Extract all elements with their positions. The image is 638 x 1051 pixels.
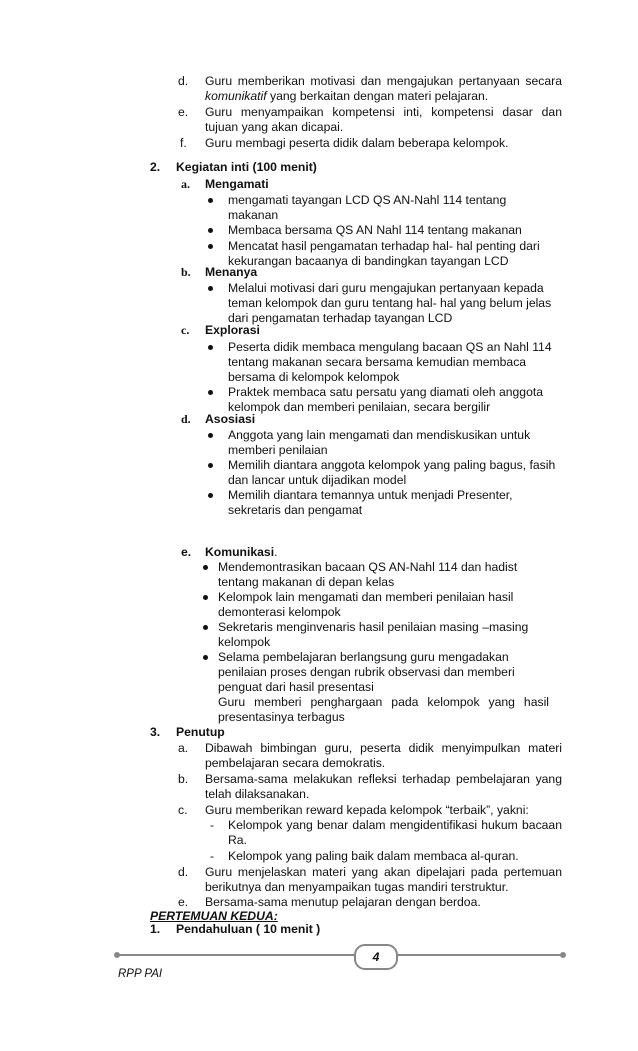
item-text: Guru memberikan reward kepada kelompok “terbaik”, yakni: xyxy=(205,803,529,817)
bullet-text: kekurangan bacaanya di bandingkan tayangan LCD xyxy=(228,254,509,268)
bullet-text: Selama pembelajaran berlangsung guru mengadakan xyxy=(218,650,509,664)
subsection-marker: a. xyxy=(181,177,190,191)
bullet-text: Mencatat hasil pengamatan terhadap hal- hal penting dari xyxy=(228,239,540,253)
section-title: Pendahuluan ( 10 menit ) xyxy=(176,922,321,936)
item-marker: d. xyxy=(178,74,189,88)
bullet-icon xyxy=(208,463,213,468)
item-text: Dibawah bimbingan guru, peserta didik menyimpulkan materi xyxy=(205,741,562,755)
item-text: Guru memberikan motivasi dan mengajukan pertanyaan secara xyxy=(205,74,562,88)
bullet-text: Kelompok lain mengamati dan memberi penilaian hasil xyxy=(218,590,514,604)
bullet-icon xyxy=(208,390,213,395)
item-marker: a. xyxy=(178,741,189,755)
bullet-text: dari pengamatan terhadap tayangan LCD xyxy=(228,311,453,325)
bullet-text: bersama di kelompok kelompok xyxy=(228,370,400,384)
item-marker: c. xyxy=(178,803,188,817)
subsection-title: Explorasi xyxy=(205,323,260,337)
bullet-text: Membaca bersama QS AN Nahl 114 tentang makanan xyxy=(228,223,522,237)
bullet-text: Guru memberi penghargaan pada kelompok yang hasil xyxy=(218,695,549,709)
bullet-text: makanan xyxy=(228,208,279,222)
bullet-icon xyxy=(203,625,208,630)
item-marker: e. xyxy=(178,105,189,119)
bullet-icon xyxy=(208,286,213,291)
sub-item-marker: - xyxy=(210,818,215,832)
subsection-marker: e. xyxy=(181,545,192,559)
subsection-marker: d. xyxy=(181,412,191,426)
item-text xyxy=(205,89,488,104)
subsection-title xyxy=(205,545,277,560)
bullet-icon xyxy=(208,493,213,498)
item-marker: f. xyxy=(180,136,187,150)
sub-item-text: Kelompok yang paling baik dalam membaca al-quran. xyxy=(228,849,519,863)
section-number: 2. xyxy=(150,160,161,174)
sub-item-text: Kelompok yang benar dalam mengidentifikasi hukum bacaan xyxy=(228,818,562,832)
footer-label: RPP PAI xyxy=(118,968,163,980)
bullet-text: Memilih diantara temannya untuk menjadi Presenter, xyxy=(228,488,513,502)
bullet-icon xyxy=(203,565,208,570)
subsection-marker: c. xyxy=(181,323,190,337)
bullet-icon xyxy=(203,595,208,600)
item-text-rest: yang berkaitan dengan materi pelajaran. xyxy=(266,89,489,103)
subsection-title: Menanya xyxy=(205,265,258,279)
sub-item-marker: - xyxy=(210,849,215,863)
bullet-text: tentang makanan di depan kelas xyxy=(218,575,395,589)
bullet-text: kelompok dan memberi penilaian, secara bergilir xyxy=(228,400,491,414)
bullet-text: sekretaris dan pengamat xyxy=(228,503,363,517)
item-text: pembelajaran secara demokratis. xyxy=(205,756,386,770)
bullet-icon xyxy=(208,198,213,203)
pertemuan-heading: PERTEMUAN KEDUA: xyxy=(150,909,278,923)
bullet-text: Memilih diantara anggota kelompok yang paling bagus, fasih xyxy=(228,458,556,472)
bullet-text: Peserta didik membaca mengulang bacaan QS an Nahl 114 xyxy=(228,340,552,354)
item-text: Guru menyampaikan kompetensi inti, kompetensi dasar dan xyxy=(205,105,562,119)
bullet-text: kelompok xyxy=(218,635,271,649)
item-text: Guru membagi peserta didik dalam beberapa kelompok. xyxy=(205,136,509,150)
subsection-marker: b. xyxy=(181,265,191,279)
italic-term: komunikatif xyxy=(205,89,267,103)
bullet-icon xyxy=(203,655,208,660)
item-text: berikutnya dan menyampaikan tugas mandiri terstruktur. xyxy=(205,880,509,894)
bullet-text: tentang makanan secara bersama kemudian membaca xyxy=(228,355,527,369)
bullet-text: memberi penilaian xyxy=(228,443,328,457)
subsection-title-text: Komunikasi xyxy=(205,545,275,559)
bullet-text: Melalui motivasi dari guru mengajukan pertanyaan kepada xyxy=(228,281,544,295)
item-marker: d. xyxy=(178,865,189,879)
bullet-text: Anggota yang lain mengamati dan mendiskusikan untuk xyxy=(228,428,531,442)
bullet-text: mengamati tayangan LCD QS AN-Nahl 114 tentang xyxy=(228,193,507,207)
subsection-title: Asosiasi xyxy=(205,412,256,426)
page-number: 4 xyxy=(354,944,398,970)
section-number: 3. xyxy=(150,725,161,739)
bullet-icon xyxy=(208,433,213,438)
bullet-text: Mendemontrasikan bacaan QS AN-Nahl 114 dan hadist xyxy=(218,560,518,574)
section-number: 1. xyxy=(150,922,161,936)
title-suffix: . xyxy=(274,545,278,559)
footer-rule xyxy=(119,954,562,956)
item-text: tujuan yang akan dicapai. xyxy=(205,120,344,134)
item-marker: e. xyxy=(178,895,189,909)
bullet-icon xyxy=(208,345,213,350)
sub-item-text: Ra. xyxy=(228,833,247,847)
bullet-text: demonterasi kelompok xyxy=(218,605,341,619)
bullet-text: dan lancar untuk dijadikan model xyxy=(228,473,407,487)
subsection-title: Mengamati xyxy=(205,177,269,191)
item-text: Guru menjelaskan materi yang akan dipelajari pada pertemuan xyxy=(205,865,562,879)
section-title: Penutup xyxy=(176,725,225,739)
item-marker: b. xyxy=(178,772,189,786)
item-text: Bersama-sama menutup pelajaran dengan berdoa. xyxy=(205,895,481,909)
bullet-text: teman kelompok dan guru tentang hal- hal yang belum jelas xyxy=(228,296,552,310)
bullet-icon xyxy=(208,228,213,233)
bullet-text: Praktek membaca satu persatu yang diamati oleh anggota xyxy=(228,385,544,399)
bullet-text: penguat dari hasil presentasi xyxy=(218,680,374,694)
item-text: Bersama-sama melakukan refleksi terhadap pembelajaran yang xyxy=(205,772,562,786)
item-text: telah dilaksanakan. xyxy=(205,787,310,801)
bullet-text: Sekretaris menginvenaris hasil penilaian masing –masing xyxy=(218,620,529,634)
bullet-text: penilaian proses dengan rubrik observasi dan memberi xyxy=(218,665,515,679)
rule-end-dot xyxy=(560,952,566,958)
section-title: Kegiatan inti (100 menit) xyxy=(176,160,317,174)
bullet-text: presentasinya terbagus xyxy=(218,710,345,724)
bullet-icon xyxy=(208,244,213,249)
